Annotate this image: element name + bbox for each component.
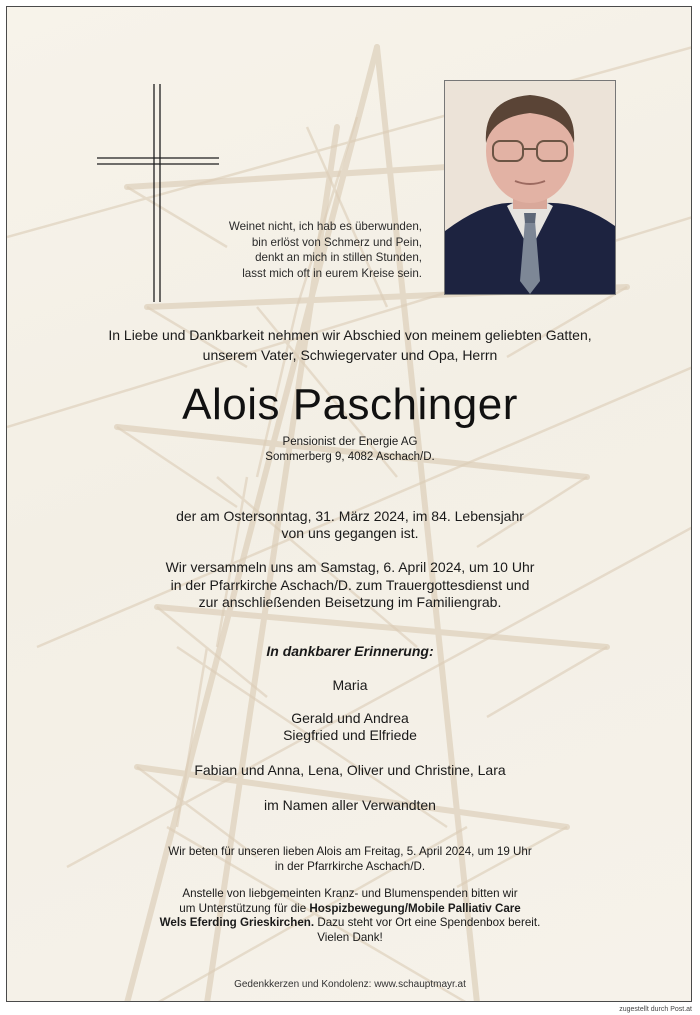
mourner-name: Gerald und Andrea [291, 710, 409, 726]
death-line: von uns gegangen ist. [281, 525, 419, 541]
footer [7, 979, 692, 991]
poem [157, 219, 422, 281]
poem-line: Weinet nicht, ich hab es überwunden, [228, 220, 422, 233]
mourner-name: im Namen aller Verwandten [264, 797, 436, 813]
occupation: Pensionist der Energie AG [282, 436, 418, 448]
intro-line: unserem Vater, Schwiegervater und Opa, Herrn [202, 347, 498, 363]
deceased-details [7, 435, 692, 464]
death-notice [7, 508, 692, 542]
mourner-name: Siegfried und Elfriede [283, 727, 417, 743]
intro-text [7, 325, 692, 365]
donation-line: Vielen Dank! [317, 930, 383, 944]
donation-text: Dazu steht vor Ort eine Spendenbox bereit. [314, 916, 541, 929]
poem-line: bin erlöst von Schmerz und Pein, [251, 235, 422, 249]
prayer-line: Wir beten für unseren lieben Alois am Freitag, 5. April 2024, um 19 Uhr [168, 845, 532, 858]
death-line: der am Ostersonntag, 31. März 2024, im 84. Lebensjahr [176, 508, 524, 524]
poem-line: denkt an mich in stillen Stunden, [255, 251, 422, 265]
donation-line [7, 902, 692, 917]
donation-line [7, 916, 692, 931]
delivered-note: zugestellt durch Post.at [619, 1006, 692, 1013]
deceased-name [7, 379, 692, 431]
footer-text: Gedenkkerzen und Kondolenz: www.schauptmayr.at [234, 979, 466, 990]
funeral-line: in der Pfarrkirche Aschach/D. zum Trauergottesdienst und [170, 576, 530, 593]
mourner-name: Maria [332, 677, 368, 693]
mourner-name: Fabian und Anna, Lena, Oliver und Christine, Lara [194, 762, 506, 778]
donation-line: Anstelle von liebgemeinten Kranz- und Blumenspenden bitten wir [182, 887, 518, 900]
prayer-notice [7, 845, 692, 874]
intro-line: In Liebe und Dankbarkeit nehmen wir Abschied von meinem geliebten Gatten, [108, 327, 592, 343]
portrait-photo [444, 80, 616, 295]
mourners-heading-text: In dankbarer Erinnerung: [266, 643, 434, 659]
donation-notice [7, 887, 692, 945]
mourner-grandchildren [7, 762, 692, 779]
poem-line: lasst mich oft in eurem Kreise sein. [242, 266, 422, 280]
obituary-sheet [6, 6, 692, 1002]
charity-name: Hospizbewegung/Mobile Palliativ Care [309, 901, 521, 915]
charity-region: Wels Eferding Grieskirchen. [159, 916, 315, 929]
mourner-spouse [7, 677, 692, 694]
funeral-line: Wir versammeln uns am Samstag, 6. April 2024, um 10 Uhr [165, 559, 535, 575]
donation-text: um Unterstützung für die [179, 901, 310, 915]
funeral-notice [7, 559, 692, 612]
prayer-line: in der Pfarrkirche Aschach/D. [274, 859, 426, 873]
mourners-heading [7, 643, 692, 660]
address: Sommerberg 9, 4082 Aschach/D. [265, 450, 435, 463]
mourner-children [7, 710, 692, 744]
funeral-line: zur anschließenden Beisetzung im Familiengrab. [198, 594, 502, 610]
mourner-relatives [7, 797, 692, 814]
deceased-name-text: Alois Paschinger [182, 380, 518, 429]
